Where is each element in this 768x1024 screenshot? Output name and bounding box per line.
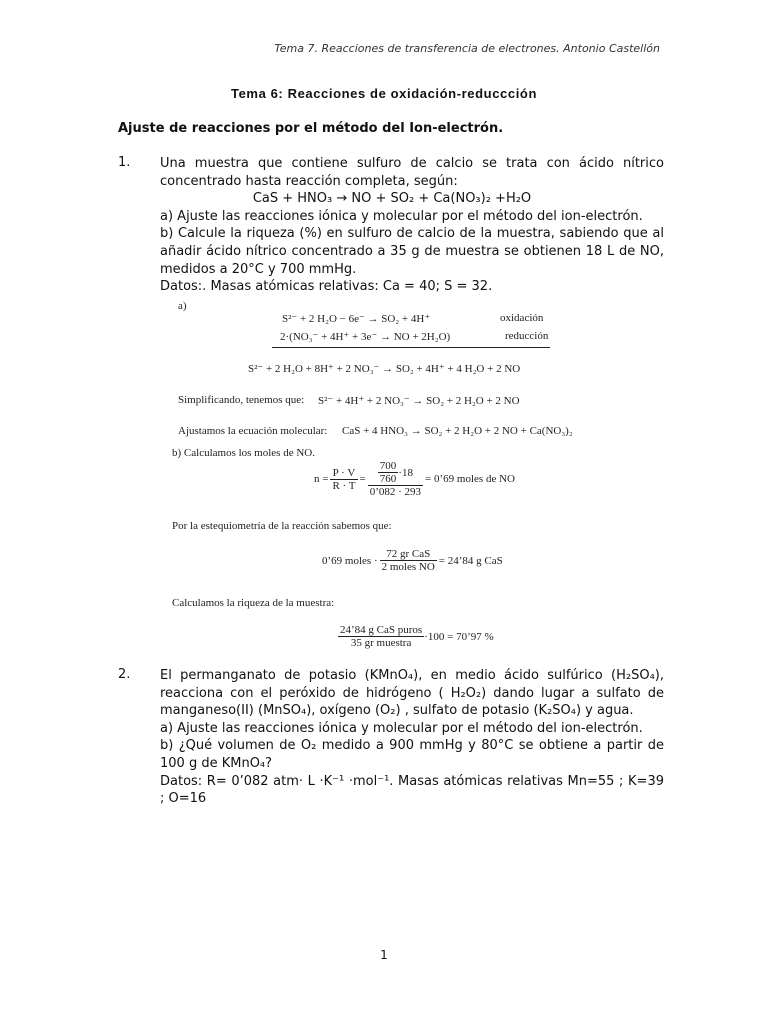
moles-formula xyxy=(314,460,515,498)
oxidation-tag: oxidación xyxy=(500,312,544,324)
rt-values: 0’082 · 293 xyxy=(369,486,422,498)
problem-1-part-a: a) Ajuste las reacciones iónica y molecular por el método del ion-electrón. xyxy=(160,208,643,224)
page-title: Tema 6: Reacciones de oxidación-reduccción xyxy=(231,86,537,101)
problem-2-part-a: a) Ajuste las reacciones iónica y molecular por el método del ion-electrón. xyxy=(160,720,643,736)
stoich-result: = 24’84 g CaS xyxy=(438,554,503,567)
molecular-equation: CaS + 4 HNO₃ → SO₂ + 2 H₂O + 2 NO + Ca(NO₃)₂ xyxy=(342,425,573,437)
volume-18: ·18 xyxy=(398,466,413,479)
moles-result: = 0’69 moles de NO xyxy=(425,473,515,485)
pressure-760: 760 xyxy=(379,473,397,485)
purity-fraction xyxy=(338,624,424,649)
part-b-label: b) Calculamos los moles de NO. xyxy=(172,447,315,459)
stoichiometry-formula xyxy=(322,548,503,573)
problem-2-number: 2. xyxy=(118,667,131,682)
problem-2-datos: Datos: R= 0’082 atm· L ·K⁻¹ ·mol⁻¹. Masas atómicas relativas Mn=55 ; K=39 ; O=16 xyxy=(160,773,664,807)
problem-1-intro: Una muestra que contiene sulfuro de calcio se trata con ácido nítrico concentrado hasta reacción completa, según: xyxy=(160,156,664,189)
equals-sign: = xyxy=(359,473,366,485)
rt-denominator: R · T xyxy=(332,479,356,492)
solution-figure xyxy=(172,296,602,649)
pv-rt-fraction xyxy=(330,467,357,492)
moles-prefix: 0’69 moles · xyxy=(322,554,378,567)
pressure-700: 700 xyxy=(379,460,397,472)
molecular-label: Ajustamos la ecuación molecular: xyxy=(178,425,328,437)
solution-a-label: a) xyxy=(178,300,187,312)
sum-equation: S²⁻ + 2 H₂O + 8H⁺ + 2 NO₃⁻ → SO₂ + 4H⁺ + 4 H₂O + 2 NO xyxy=(248,363,521,375)
problem-1-text xyxy=(160,155,664,296)
problem-2-text xyxy=(160,667,664,808)
purity-formula xyxy=(338,624,494,649)
problem-2-part-b: b) ¿Qué volumen de O₂ medido a 900 mmHg y 80°C se obtiene a partir de 100 g de KMnO₄? xyxy=(160,738,664,771)
pressure-fraction xyxy=(378,460,399,485)
pv-numerator: P · V xyxy=(332,466,356,479)
page-header: Tema 7. Reacciones de transferencia de electrones. Antonio Castellón xyxy=(274,42,660,55)
half-reaction-oxidation: S²⁻ + 2 H₂O − 6e⁻ → SO₂ + 4H⁺ xyxy=(282,313,431,325)
stoich-denominator: 2 moles NO xyxy=(381,561,435,573)
simplify-equation: S²⁻ + 4H⁺ + 2 NO₃⁻ → SO₂ + 2 H₂O + 2 NO xyxy=(318,395,520,407)
purity-denominator: 35 gr muestra xyxy=(338,636,424,649)
problem-1-number: 1. xyxy=(118,155,131,170)
stoich-numerator: 72 gr CaS xyxy=(386,548,431,560)
problem-1-equation: CaS + HNO₃ → NO + SO₂ + Ca(NO₃)₂ +H₂O xyxy=(252,191,532,207)
problem-2-intro: El permanganato de potasio (KMnO₄), en medio ácido sulfúrico (H₂SO₄), reacciona con el peróxido de hidrógeno ( H₂O₂) dando lugar a sulfato de manganeso(II) (MnSO₄), oxígeno (O₂) , sulfato de potasio (K₂SO₄) y agua. xyxy=(160,668,664,719)
problem-1-part-b: b) Calcule la riqueza (%) en sulfuro de calcio de la muestra, sabiendo que al añadir ácido nítrico concentrado a 35 g de muestra se obtienen 18 L de NO, medidos a 20°C y 700 mmHg. xyxy=(160,226,664,277)
section-heading: Ajuste de reacciones por el método del Ion-electrón. xyxy=(118,121,504,136)
problem-1-datos: Datos:. Masas atómicas relativas: Ca = 40; S = 32. xyxy=(160,279,493,295)
half-reaction-reduction: 2·(NO₃⁻ + 4H⁺ + 3e⁻ → NO + 2H₂O) xyxy=(280,331,451,343)
values-fraction xyxy=(368,460,423,498)
n-prefix: n = xyxy=(314,473,329,485)
stoich-fraction xyxy=(380,548,437,573)
reduction-tag: reducción xyxy=(505,330,549,342)
purity-label: Calculamos la riqueza de la muestra: xyxy=(172,597,335,609)
sum-line xyxy=(272,347,550,348)
purity-numerator: 24’84 g CaS puros xyxy=(340,624,423,636)
stoichiometry-label: Por la estequiometría de la reacción sabemos que: xyxy=(172,520,392,532)
page-number: 1 xyxy=(380,948,388,962)
purity-result: ·100 = 70’97 % xyxy=(424,630,494,643)
simplify-label: Simplificando, tenemos que: xyxy=(178,394,305,406)
